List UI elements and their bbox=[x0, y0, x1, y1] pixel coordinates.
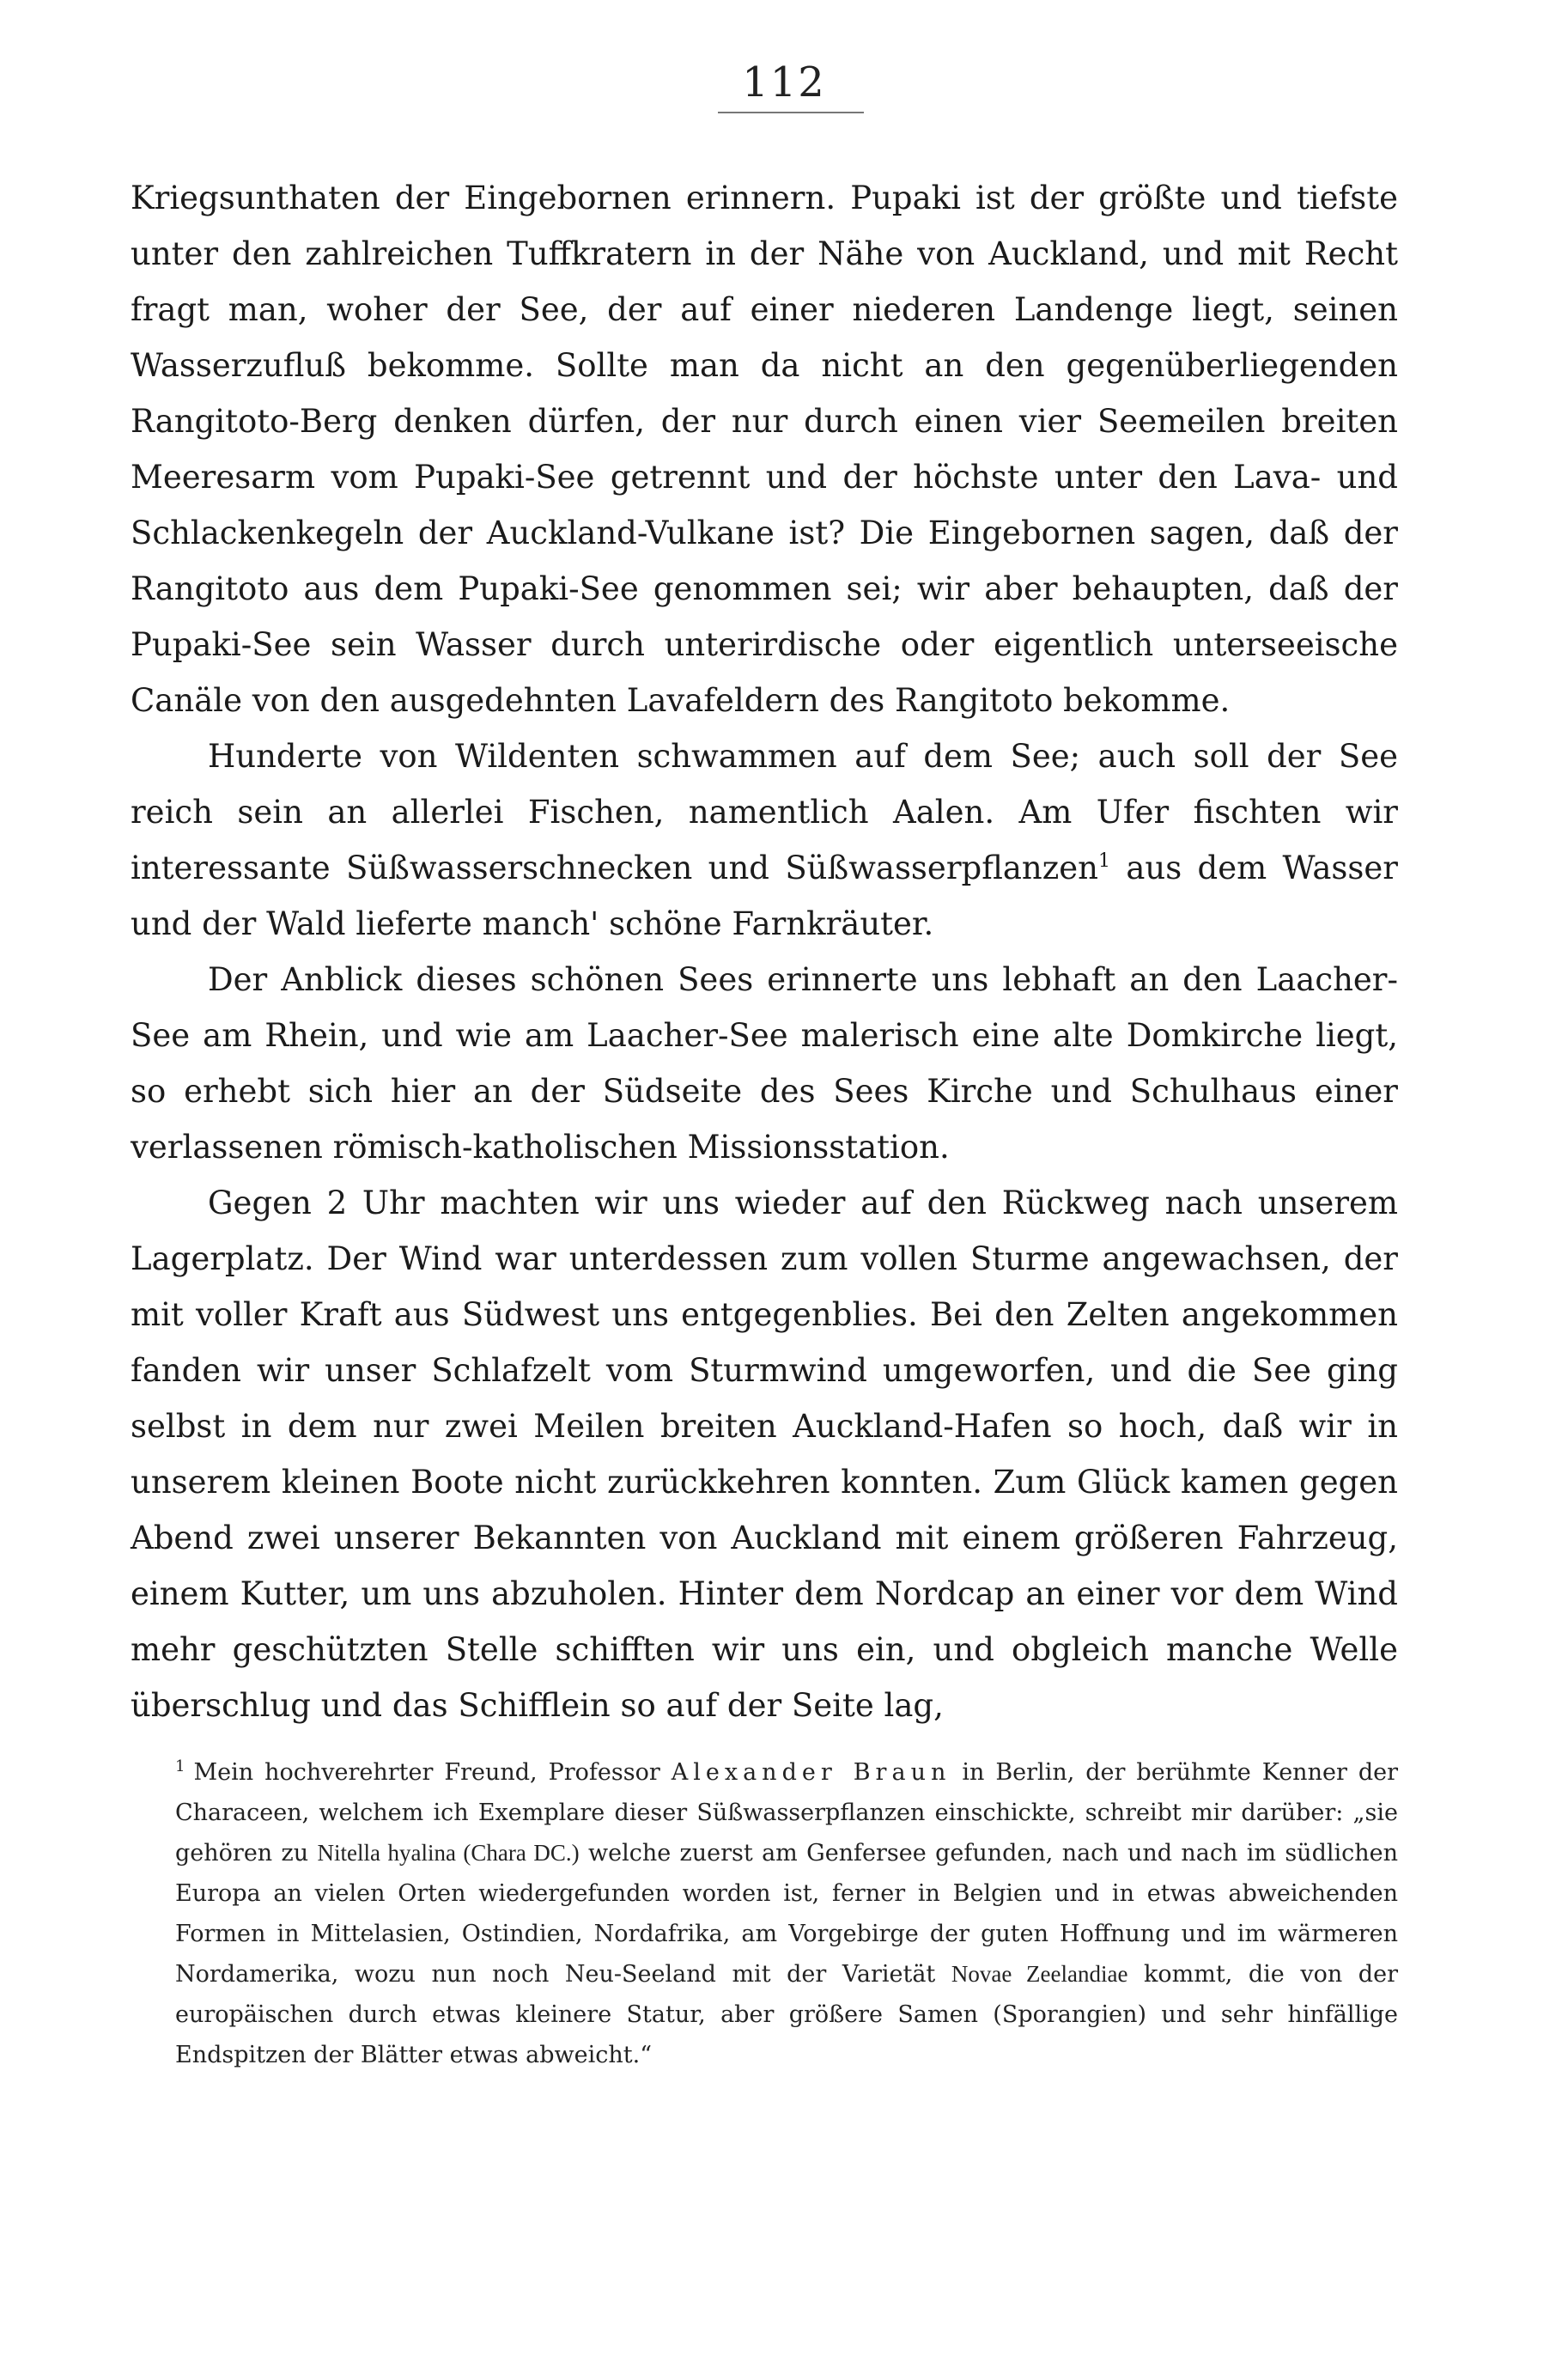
paragraph-1: Kriegsunthaten der Eingebornen erinnern. Pupaki ist der größte und tiefste unter den zahlreichen Tuffkratern in der Nähe von Auckland, und mit Recht fragt man, woher der See, der auf einer niederen Landenge liegt, seinen Wasserzufluß bekomme. Sollte man da nicht an den gegenüberliegenden Rangitoto-Berg denken dürfen, der nur durch einen vier Seemeilen breiten Meeresarm vom Pupaki-See getrennt und der höchste unter den Lava- und Schlackenkegeln der Auckland-Vulkane ist? Die Eingebornen sagen, daß der Rangitoto aus dem Pupaki-See genommen sei; wir aber behaupten, daß der Pupaki-See sein Wasser durch unterirdische oder eigentlich unterseeische Canäle von den ausgedehnten Lavafeldern des Rangitoto bekomme. bbox=[131, 180, 1398, 719]
footnote-part-3: welche zuerst am Genfersee gefunden, nach und nach im südlichen Europa an vielen Orten wiedergefunden worden ist, ferner in Belgien und in etwas abweichenden Formen in Mittelasien, Ostindien, Nordafrika, am Vorgebirge der guten Hoffnung und im wärmeren Nordamerika, wozu nun noch Neu-Seeland mit der Varietät bbox=[175, 1840, 1399, 1988]
footnote-text bbox=[175, 1752, 1398, 2075]
page-number: 112 bbox=[742, 58, 826, 107]
footnote-marker: 1 bbox=[175, 1757, 185, 1775]
footnote-author-name: Alexander Braun bbox=[671, 1759, 951, 1786]
footnote-part-4: kommt, die von der europäischen durch etwas kleinere Statur, aber größere Samen (Sporangien) und sehr hinfällige Endspitzen der Blätter etwas abweicht.“ bbox=[175, 1961, 1398, 2068]
paragraph-2-continuation: aus dem Wasser und der Wald lieferte manch' schöne Farnkräuter. bbox=[131, 850, 1398, 942]
header-rule bbox=[718, 112, 864, 113]
paragraph-3: Der Anblick dieses schönen Sees erinnerte uns lebhaft an den Laacher-See am Rhein, und wie am Laacher-See malerisch eine alte Domkirche liegt, so erhebt sich hier an der Südseite des Sees Kirche und Schulhaus einer verlassenen römisch-katholischen Missionsstation. bbox=[131, 961, 1398, 1166]
paragraph-2-text: Hunderte von Wildenten schwammen auf dem See; auch soll der See reich sein an allerlei Fischen, namentlich Aalen. Am Ufer fischten wir interessante Süßwasserschnecken und Süßwasserpflanzen bbox=[131, 738, 1398, 886]
footnote-variety-name: Novae Zeelandiae bbox=[951, 1961, 1128, 1987]
footnote bbox=[175, 1752, 1398, 2075]
footnote-part-1: Mein hochverehrter Freund, Professor bbox=[193, 1759, 672, 1786]
body-text bbox=[131, 170, 1398, 1733]
footnote-species-name: Nitella hyalina (Chara DC.) bbox=[317, 1840, 580, 1866]
footnote-reference: 1 bbox=[1097, 850, 1110, 872]
footnote-part-2: in Berlin, der berühmte Kenner der Characeen, welchem ich Exemplare dieser Süßwasserpflanzen einschickte, schreibt mir darüber: „sie gehören zu bbox=[175, 1759, 1398, 1867]
paragraph-2 bbox=[131, 728, 1398, 952]
paragraph-4: Gegen 2 Uhr machten wir uns wieder auf den Rückweg nach unserem Lagerplatz. Der Wind war unterdessen zum vollen Sturme angewachsen, der mit voller Kraft aus Südwest uns entgegenblies. Bei den Zelten angekommen fanden wir unser Schlafzelt vom Sturmwind umgeworfen, und die See ging selbst in dem nur zwei Meilen breiten Auckland-Hafen so hoch, daß wir in unserem kleinen Boote nicht zurückkehren konnten. Zum Glück kamen gegen Abend zwei unserer Bekannten von Auckland mit einem größeren Fahrzeug, einem Kutter, um uns abzuholen. Hinter dem Nordcap an einer vor dem Wind mehr geschützten Stelle schifften wir uns ein, und obgleich manche Welle überschlug und das Schifflein so auf der Seite lag, bbox=[131, 1184, 1398, 1724]
